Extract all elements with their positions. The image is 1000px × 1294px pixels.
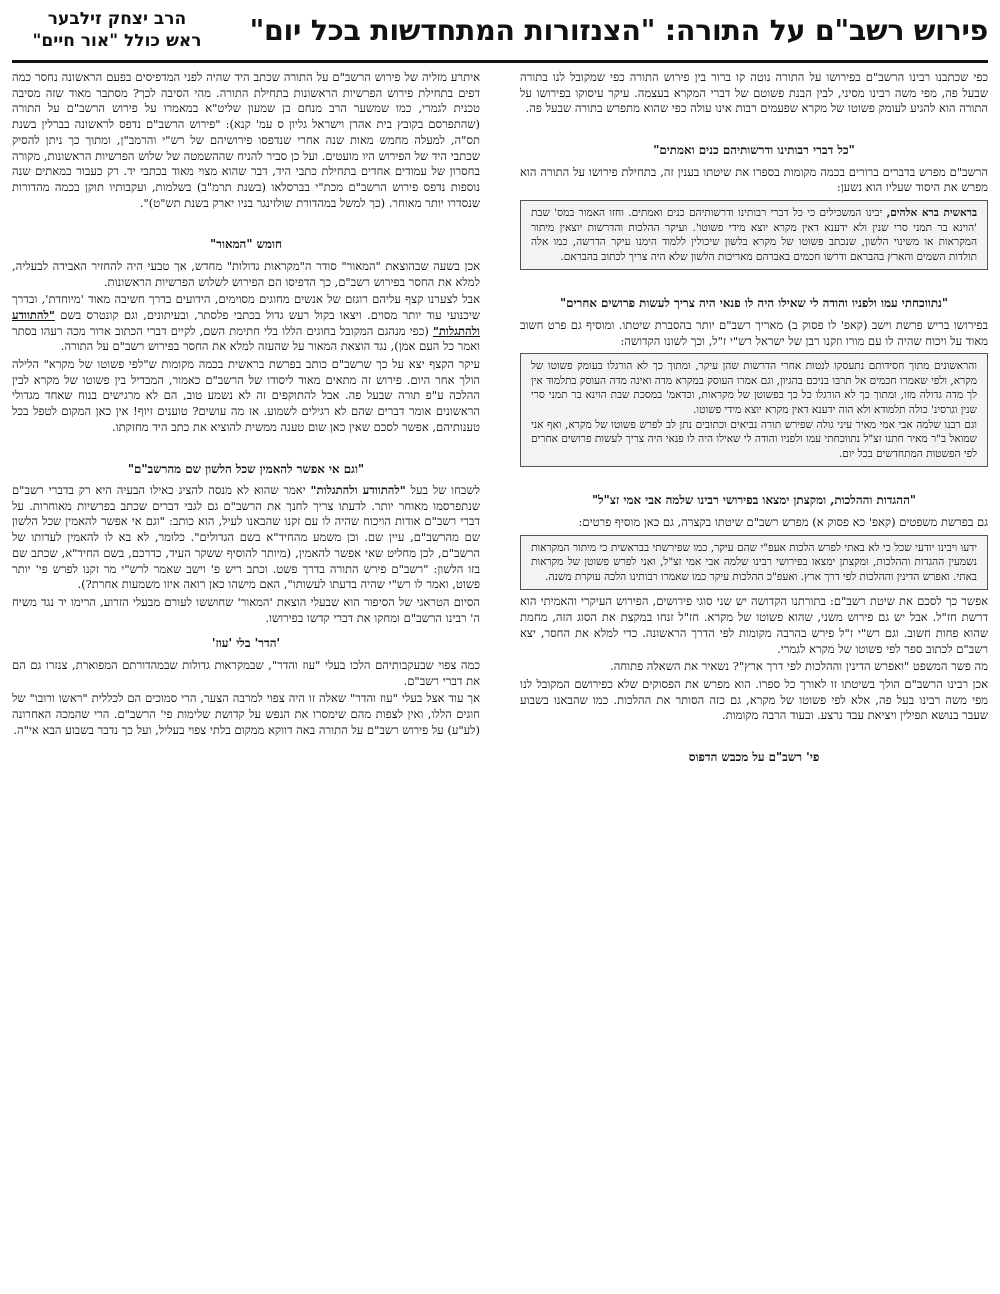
- section-heading: "ההגדות וההלכות, ומקצתן ימצאו בפירושי רבינו שלמה אבי אמי זצ"ל": [591, 493, 917, 508]
- quote-body: יבינו המשכילים כי כל דברי רבותינו ודרשותיהם כנים ואמתים. וחזו האמור במס' שבת 'הוינא בר תמני סרי שנין ולא ידענא דאין מקרא יוצא מידי פשוטו'. ועיקר ההלכות והדרשות יוצאין מיתור המקראות או משינוי הלשון, שנכתב פשוטו של מקרא בלשון שיכולין ללמוד הימנו עיקר הדרשה, כמו אלה תולדות השמים והארץ בהבראם ודרשו חכמים באברהם מאריכות הלשון שלא היה צריך לכתוב בהבראם.: [531, 207, 977, 263]
- section-heading: "כל דברי רבותינו ודרשותיהם כנים ואמתים": [653, 143, 855, 158]
- paragraph: כפי שכתבנו רבינו הרשב"ם בפירושו על התורה נוטה קו ברור בין פירוש התורה כפי שמקובל לנו בתורה שבעל פה, מפי משה רבינו מסיני, לבין הבנת פשוטם של דברי המקרא בעצמה. עיקר עיסוקו בפירושו על התורה הוא להגיע לעומק פשוטו של מקרא שפעמים רבות אינו עולה כפי שהוא מתפרש בתורה שבעל פה.: [520, 70, 988, 116]
- author-block: [12, 8, 222, 52]
- quote-box: [520, 535, 988, 591]
- section-heading: פי' רשב"ם על מכבש הדפוס: [688, 750, 820, 765]
- paragraph: אכן בשעה שבהוצאת "המאור" סודר ה"מקראות גדולות" מחדש, אך טבעי היה להחזיר האבידה לבעליה, למלא את החסר בפירוש רשב"ם, כך הדפיסו הם הפירוש לשלוש הפרשיות הראשונות.: [12, 258, 480, 289]
- paragraph: בפירושו בריש פרשת וישב (קאפ' לו פסוק ב) מאריך רשב"ם יותר בהסברת שיטתו. ומוסיף גם פרט חשוב מאוד על ויכוח שהיה לו עם מורו וזקנו רבן של ישראל רש"י ז"ל, וכך לשונו הקדושה:: [520, 317, 988, 348]
- section-heading: "וגם אי אפשר להאמין שכל הלשון שם מהרשב"ם": [127, 461, 365, 476]
- paragraph: [12, 483, 480, 593]
- quote-box: [520, 353, 988, 467]
- paragraph: אך עוד אצל בעלי "עוז והדר" שאלה זו היה צפוי למרבה הצער, הרי סמוכים הם לכללית "ראשו ורובו" של חוגים הללו, ואין לצפות מהם שימסרו את הנפש על קדושת שלימות פי' הרשב"ם. הרי שהמכה האחרונה (לע"ע) על פירוש רשב"ם על התורה באה דווקא ממקום בלתי צפוי בעליל, ועל כך נדבר בשבוע הבא אי"ה.: [12, 691, 480, 737]
- section-heading: חומש "המאור": [210, 237, 282, 252]
- paragraph: כמה צפוי שבעקבותיהם הלכו בעלי "עוז והדר", שבמקראות גדולות שבמהדורתם המפוארת, צנזרו גם הם את דברי רשב"ם.: [12, 657, 480, 688]
- paragraph: מה פשר המשפט "ואפרש הדינין וההלכות לפי דרך ארץ"? נשאיר את השאלה פתוחה.: [610, 659, 988, 674]
- paragraph: גם בפרשת משפטים (קאפ' כא פסוק א) מפרש רשב"ם שיטתו בקצרה, גם כאן מוסיף פרטים:: [578, 514, 988, 529]
- author-name: הרב יצחק זילבער: [47, 9, 187, 29]
- left-column: [12, 70, 480, 740]
- paragraph-text: אבל לצערנו קצף עליהם רוגזם של אנשים מחוגים מסוימים, הידועים בדרך חשיבה מאוד 'מיוחדת', ובדרך שיכנועי עוד יותר מסוים. ויצאו בקול רעש גדול בכתבי פלסתר, ובעיתונים, וגם קונטרס בשם: [12, 292, 480, 322]
- paragraph: הסיום הטראגי של הסיפור הוא שבעלי הוצאת 'המאור' שחוששו לעורם מבעלי הזרוע, הרימו יד נגד משיח ה' רבינו הרשב"ם ומחקו את דברי קדשו בפירושו.: [12, 594, 480, 625]
- quote-box: [520, 200, 988, 270]
- article-title: פירוש רשב"ם על התורה: "הצנזורות המתחדשות בכל יום": [249, 14, 988, 47]
- paragraph: איתרע מזליה של פירוש הרשב"ם על התורה שכתב היד שהיה לפני המדפיסים בפעם הראשונה נחסר כמה דפים בתחילת פירוש הפרשיות הראשונות בתחילת התורה. מהי הסיבה לכך? מסתבר מאוד שזה מסיבה טכנית לגמרי, כמו שמשער הרב מנחם בן שמעון שליט"א במאמרו על פירוש הרשב"ם על התורה (שהתפרסם בקובץ בית אהרן וישראל גליון ס עמ' קנא): "פירוש הרשב"ם נדפס לראשונה בברלין בשנת תס"ה, למעלה מחמש מאות שנה אחרי שנדפסו פירושיהם של רש"י והרמב"ן, ומתוך כך ניתן להסיק שכתבי היד של הפירוש היו מועטים. ועל כן סביר להניח שההשמטה של שלוש הפרשיות הראשונות, מקורה בחסרון של עמודים אחדים בתחילת כתבי היד, דבר שהוא מצוי מאוד בכתבי יד. רק כעבור כמאתים שנה נוספות נדפס פירוש הרשב"ם מכת"י בברסלאו (בשנת תרמ"ב) בשלמות, ועקבותיו תוקן בכמה מהדורות שנסדרו יותר מאוחר. (כך למשל במהדורת שולזינגר בניו יארק בשנת תש"ט)".: [12, 70, 480, 210]
- pamphlet-name: "להתוודע ולהתגלות": [12, 307, 480, 338]
- paragraph-text: (כפי מנהגם המקובל בחוגים הללו בלי חתימת השם, לקיים דברי הכתוב ארור מכה רעהו בסתר ואמר כל העם אמן), נגד הוצאת המאור על שהעזה למלא את החסר בפירוש רשב"ם על התורה.: [12, 323, 480, 354]
- quote-text: [531, 206, 977, 264]
- quote-text: ידעו ויבינו יודעי שכל כי לא באתי לפרש הלכות אעפ"י שהם עיקר, כמו שפירשתי בבראשית כי מיתור המקראות נשמעין ההגדות וההלכות, ומקצתן ימצאו בפירושי רבינו שלמה אבי אמי זצ"ל, ואני לפרש פשוטן של מקראות באתי. ואפרש הדינין וההלכות לפי דרך ארץ. ואעפ"כ ההלכות עיקר כמו שאמרו רבותינו הלכה עוקרת משנה.: [531, 541, 977, 583]
- pamphlet-name: "להתוודע ולהתגלות": [310, 483, 406, 498]
- paragraph-text: לשבחו של בעל: [405, 483, 480, 498]
- paragraph: אפשר כך לסכם את שיטת רשב"ם: בתורתנו הקדושה יש שני סוגי פירושים, הפירוש העיקרי והאמיתי הוא דרשת חז"ל. אבל יש גם פירוש משני, שהוא פשוטו של מקרא. חז"ל זנחו במקצת את הסוג הזה, מחמת שהוא פחות חשוב. וגם רש"י ז"ל פירש בהרבה מקומות לפי הדרך הראשונה. כדי למלא את החסר, יצא רשב"ם לכתוב ספר לפי פשוטו של מקרא לגמרי.: [520, 594, 988, 656]
- paragraph: [12, 292, 480, 355]
- article-header: [12, 8, 988, 63]
- paragraph: אכן רבינו הרשב"ם הולך בשיטתו זו לאורך כל ספרו. הוא מפרש את הפסוקים שלא כפירושם המקובל לנו מפי משה רבינו בעל פה, אלא לפי פשוטו של מקרא, גם כזה הסותר את ההלכות. כמו שהבאנו בשבוע שעבר בנושא תפילין ויציאת עבד נרצע. ובעוד הרבה מקומות.: [520, 676, 988, 723]
- quote-text: והראשונים מתוך חסידותם נתעסקו לנטות אחרי הדרשות שהן עיקר, ומתוך כך לא הורגלו בעומק פשוטו של מקרא, ולפי שאמרו חכמים אל תרבו בניכם בהגיון, וגם אמרו העוסק במקרא מדה ואינה מדה העוסק בתלמוד אין לך מדה גדולה מזו, ומתוך כך לא הורגלו כל כך בפשוטן של מקראות, וכדאמ' במסכת שבת הוינא בר תמני סרי שנין וגרסינ' כולה תלמודא ולא הוה ידענא דאין מקרא יוצא מידי פשוטו.: [531, 360, 977, 417]
- section-heading: 'הדר' בלי 'עוז': [211, 636, 281, 651]
- section-heading: "נתווכחתי עמו ולפניו והודה לי שאילו היה לו פנאי היה צריך לעשות פרושים אחרים": [559, 296, 949, 311]
- paragraph: הרשב"ם מפרש בדברים ברורים בכמה מקומות בספרו את שיטתו בענין זה, בתחילת פירושו על התורה הוא מפרש את היסוד שעליו הוא נשען:: [520, 164, 988, 195]
- quote-lead: בראשית ברא אלהים,: [886, 207, 977, 220]
- right-column: [520, 70, 988, 772]
- author-role: ראש כולל "אור חיים": [32, 31, 202, 51]
- quote-text: וגם רבנו שלמה אבי אמי מאיר עיני גולה שפירש תורה נביאים וכתובים נתן לב לפרש פשוטו של מקרא, ואף אני שמואל ב"ר מאיר חתנו זצ"ל נתווכחתי עמו ולפניו והודה לי שאילו היה לו פנאי היה צריך לעשות פרושים אחרים לפי הפשטות המתחדשים בכל יום.: [531, 418, 977, 460]
- paragraph: עיקר הקצף יצא על כך שרשב"ם כותב בפרשת בראשית בכמה מקומות ש"לפי פשוטו של מקרא" הלילה הולך אחר היום. פירוש זה מתאים מאוד ליסודו של הרשב"ם כאמור, המבדיל בין פשוטו של מקרא לבין ההלכה ע"פ תורה שבעל פה. אבל להתוקפים זה לא נשמע טוב, הם לא מרגישים בנוח שאחד מגדולי הראשונים אומר דברים שהם לא רגילים לשמוע. אז מה עושים? טוענים זיוף! אין כאן המקום לטפל בכל טענותיהם, אפשר לסכם שאין כאן שום טענה ממשית להוציא את כתב היד מחזקתו.: [12, 357, 480, 434]
- paragraph-text: יאמר שהוא לא מנסה להציג כאילו הבעיה היא רק בדברי רשב"ם שנתפרסמו מאוחר יותר. לדעתו צריך לחנך את הרשב"ם גם לגבי דברים שכתב בפרשיות מאוחרות. על דברי רשב"ם אודות הויכוח שהיה לו עם זקנו שהבאנו לעיל, הוא כותב: "וגם אי אפשר להאמין שכל הלשון שם מהרשב"ם, עיין שם. וכן משמע מהחיד"א בשם הגדולים". כלומר, לא בא לו להאמין לעדותו של הרשב"ם, לכן מחליט שאי אפשר להאמין, (מיותר להוסיף ששקר העיד, כדרכם, בשם החיד"א, שכתב שם בזו הלשון: "רשב"ם פירש התורה בדרך פשט. וכתב ריש פ' וישב שאמר לרש"י מר זקנו לפרש פי' יותר פשוט, ואמר לו רש"י שהיה בדעתו לעשותו", האם מישהו כאן רואה איזו משמעות אחרת?).: [12, 483, 480, 592]
